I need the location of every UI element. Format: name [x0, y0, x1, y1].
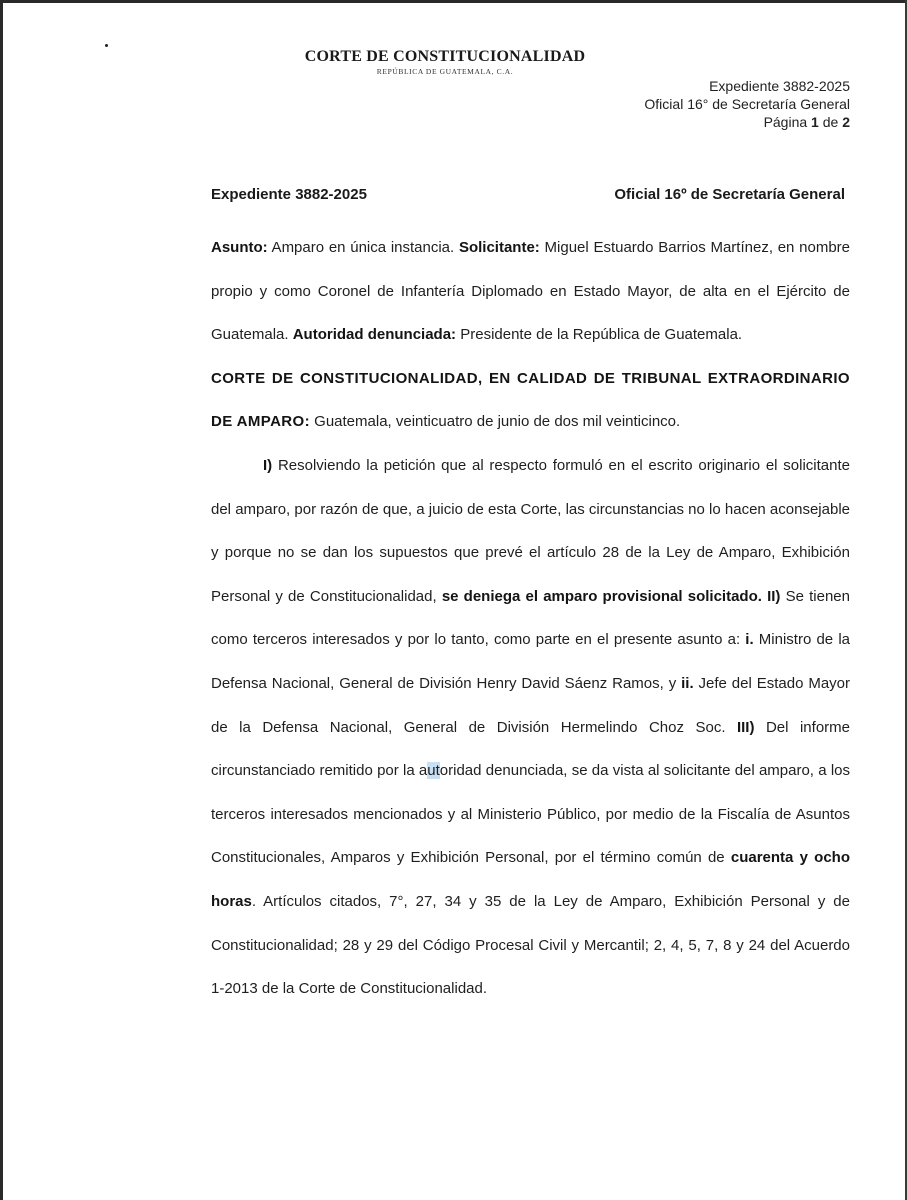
page-number: Página 1 de 2: [763, 114, 850, 130]
reference-oficial: Oficial 16° de Secretaría General: [644, 96, 850, 112]
scan-speck: [105, 44, 108, 47]
title-oficial: Oficial 16º de Secretaría General: [614, 186, 845, 203]
document-title-row: [211, 186, 845, 203]
page-border-top: [0, 0, 907, 3]
court-heading: CORTE DE CONSTITUCIONALIDAD, EN CALIDAD DE TRIBUNAL EXTRAORDINARIO DE AMPARO:: [211, 369, 850, 431]
title-expediente: Expediente 3882-2025: [211, 186, 367, 203]
reference-expediente: Expediente 3882-2025: [709, 78, 850, 94]
page-border-left: [0, 0, 3, 1200]
court-name: CORTE DE CONSTITUCIONALIDAD: [304, 48, 586, 65]
text-selection-highlight: ut: [427, 762, 440, 780]
reference-block: [644, 77, 850, 131]
court-intro: [211, 357, 850, 444]
court-subtitle: REPÚBLICA DE GUATEMALA, C.A.: [376, 67, 514, 76]
resolution-date: Guatemala, veinticuatro de junio de dos mil veinticinco.: [310, 413, 681, 431]
court-letterhead: [250, 48, 640, 76]
resolution-paragraph: I) Resolviendo la petición que al respecto formuló en el escrito originario el solicitante del amparo, por razón de que, a juicio de esta Corte, las circunstancias no lo hacen aconsejable y porque no se dan los supuestos que prevé el artículo 28 de la Ley de Amparo, Exhibición Personal y de Constitucionalidad, se deniega el amparo provisional solicitado. II) Se tienen como terceros interesados y por lo tanto, como parte en el presente asunto a: i. Ministro de la Defensa Nacional, General de División Henry David Sáenz Ramos, y ii. Jefe del Estado Mayor de la Defensa Nacional, General de División Hermelindo Choz Soc. III) Del informe circunstanciado remitido por la autoridad denunciada, se da vista al solicitante del amparo, a los terceros interesados mencionados y al Ministerio Público, por medio de la Fiscalía de Asuntos Constitucionales, Amparos y Exhibición Personal, por el término común de cuarenta y ocho horas. Artículos citados, 7°, 27, 34 y 35 de la Ley de Amparo, Exhibición Personal y de Constitucionalidad; 28 y 29 del Código Procesal Civil y Mercantil; 2, 4, 5, 7, 8 y 24 del Acuerdo 1-2013 de la Corte de Constitucionalidad.: [211, 456, 850, 998]
document-body: [211, 226, 850, 1011]
case-summary: Asunto: Amparo en única instancia. Solicitante: Miguel Estuardo Barrios Martínez, en nombre propio y como Coronel de Infantería Diplomado en Estado Mayor, de alta en el Ejército de Guatemala. Autoridad denunciada: Presidente de la República de Guatemala.: [211, 239, 850, 344]
